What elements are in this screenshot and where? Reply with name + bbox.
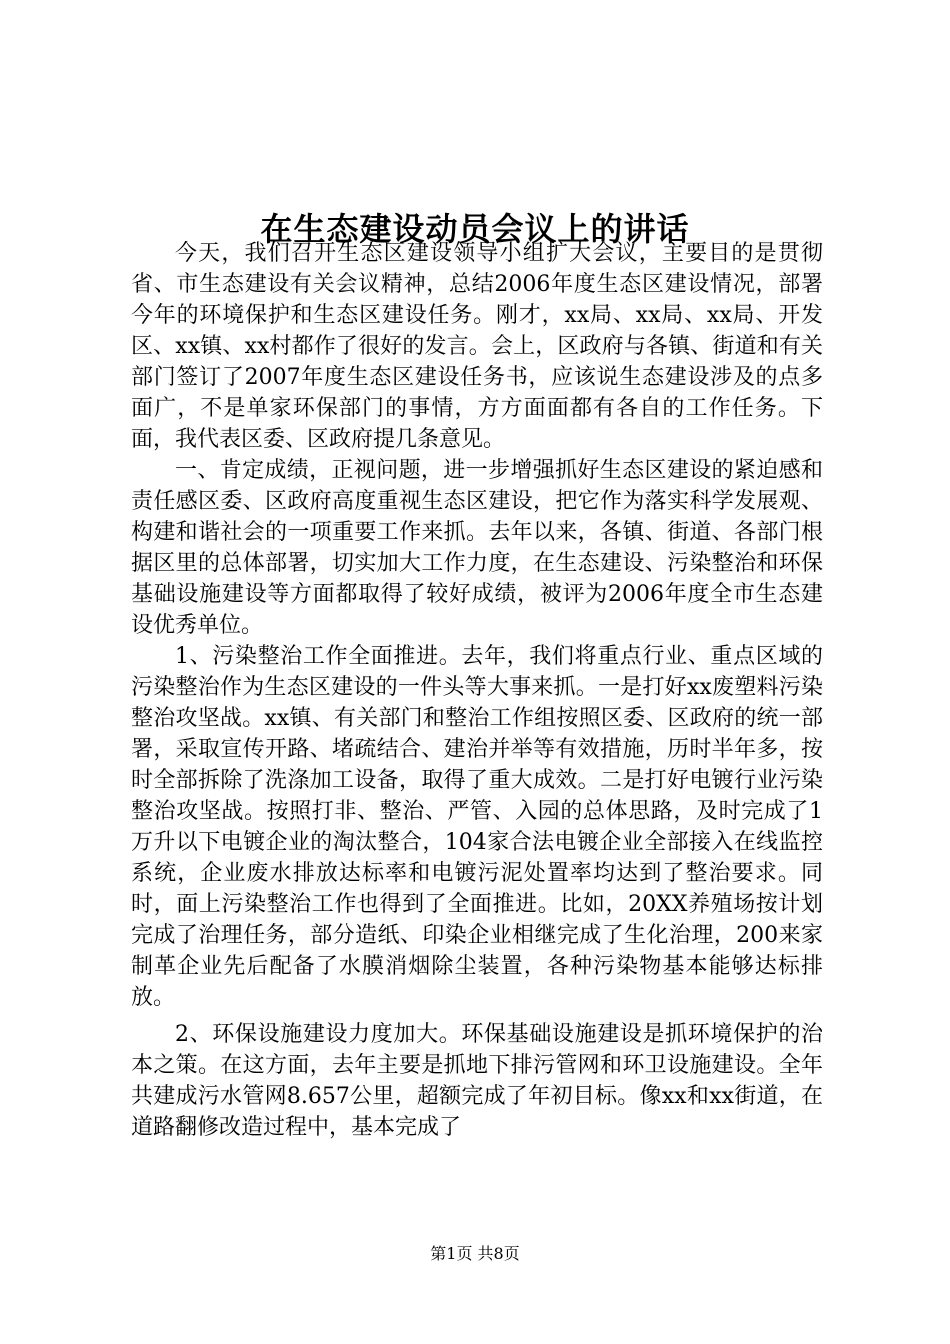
document-body <box>131 238 823 1143</box>
paragraph-pollution-control: 1、污染整治工作全面推进。去年，我们将重点行业、重点区域的污染整治作为生态区建设的一件头等大事来抓。一是打好xx废塑料污染整治攻坚战。xx镇、有关部门和整治工作组按照区委、区政府的统一部署，采取宣传开路、堵疏结合、建治并举等有效措施，历时半年多，按时全部拆除了洗涤加工设备，取得了重大成效。二是打好电镀行业污染整治攻坚战。按照打非、整治、严管、入园的总体思路，及时完成了1万升以下电镀企业的淘汰整合，104家合法电镀企业全部接入在线监控系统，企业废水排放达标率和电镀污泥处置率均达到了整治要求。同时，面上污染整治工作也得到了全面推进。比如，20XX养殖场按计划完成了治理任务，部分造纸、印染企业相继完成了生化治理，200来家制革企业先后配备了水膜消烟除尘装置，各种污染物基本能够达标排放。 <box>131 644 823 1010</box>
page-footer: 第1页 共8页 <box>430 1244 520 1263</box>
paragraph-intro: 今天，我们召开生态区建设领导小组扩大会议，主要目的是贯彻省、市生态建设有关会议精神，总结2006年度生态区建设情况，部署今年的环境保护和生态区建设任务。刚才，xx局、xx局、xx局、开发区、xx镇、xx村都作了很好的发言。会上，区政府与各镇、街道和有关部门签订了2007年度生态区建设任务书，应该说生态建设涉及的点多面广，不是单家环保部门的事情，方方面面都有各自的工作任务。下面，我代表区委、区政府提几条意见。 <box>131 241 823 452</box>
paragraph-section-one: 一、肯定成绩，正视问题，进一步增强抓好生态区建设的紧迫感和责任感区委、区政府高度重视生态区建设，把它作为落实科学发展观、构建和谐社会的一项重要工作来抓。去年以来，各镇、街道、各部门根据区里的总体部署，切实加大工作力度，在生态建设、污染整治和环保基础设施建设等方面都取得了较好成绩，被评为2006年度全市生态建设优秀单位。 <box>131 458 823 638</box>
page-title: 在生态建设动员会议上的讲话 <box>260 210 690 249</box>
paragraph-facility-construction: 2、环保设施建设力度加大。环保基础设施建设是抓环境保护的治本之策。在这方面，去年主要是抓地下排污管网和环卫设施建设。全年共建成污水管网8.657公里，超额完成了年初目标。像xx和xx街道，在道路翻修改造过程中，基本完成了 <box>131 1022 823 1140</box>
